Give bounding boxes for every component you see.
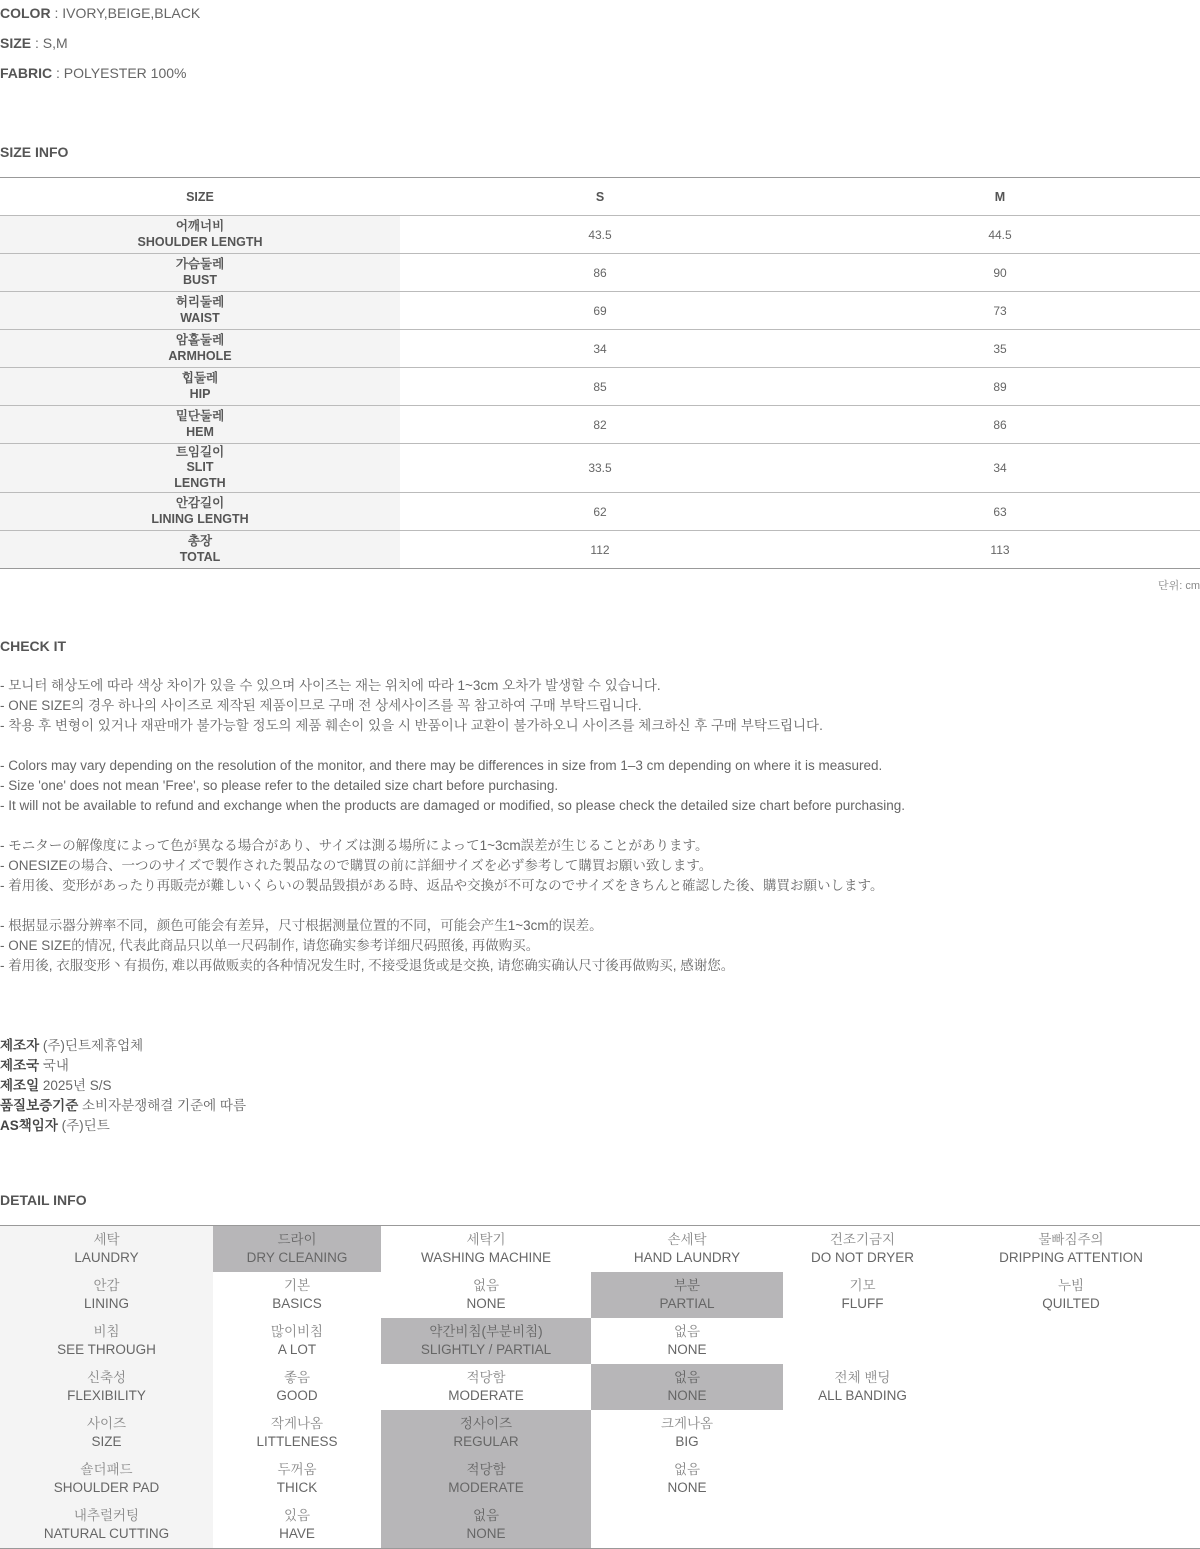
size-value-m: 34: [800, 444, 1200, 493]
detail-option-selected: [591, 1364, 783, 1410]
detail-option: [591, 1226, 783, 1273]
size-table: [0, 177, 1200, 569]
measurement-name-en: HIP: [189, 386, 211, 401]
check-it-line: - ONESIZEの場合、一つのサイズで製作された製品なので購買の前に詳細サイズを必ず参考して購買お願い致します。: [0, 858, 713, 873]
measurement-label: [0, 368, 400, 406]
detail-text-ko: 세탁: [93, 1232, 120, 1247]
detail-option: [591, 1410, 783, 1456]
measurement-name-en: SHOULDER LENGTH: [137, 234, 263, 249]
detail-text-ko: 정사이즈: [459, 1416, 513, 1431]
measurement-name-ko: 힙둘레: [181, 371, 219, 385]
spec-color: [0, 5, 200, 21]
measurement-name-en: LINING LENGTH: [151, 511, 249, 526]
detail-text-en: BASICS: [272, 1296, 322, 1311]
detail-text-en: QUILTED: [1042, 1296, 1100, 1311]
detail-option: [381, 1226, 591, 1273]
detail-text-en: LAUNDRY: [74, 1250, 139, 1265]
spec-value: : S,M: [31, 35, 68, 51]
detail-text-en: FLUFF: [841, 1296, 884, 1311]
detail-text-ko: 두꺼움: [277, 1462, 317, 1477]
detail-text-en: SHOULDER PAD: [53, 1480, 160, 1495]
manufacturer-value: 국내: [39, 1058, 69, 1073]
size-row: [0, 216, 1200, 254]
unit-note: 단위: cm: [1157, 580, 1200, 592]
detail-option: [783, 1456, 942, 1502]
detail-category: [0, 1502, 213, 1549]
detail-option: [213, 1410, 381, 1456]
detail-option: [942, 1226, 1200, 1273]
measurement-name-ko: 암홀둘레: [175, 333, 225, 347]
detail-text-en: REGULAR: [453, 1434, 519, 1449]
size-table-header: [0, 178, 1200, 216]
measurement-name-en: SLIT: [186, 460, 214, 475]
detail-text-en: NONE: [667, 1388, 707, 1403]
size-row: [0, 406, 1200, 444]
header-cell-m: M: [994, 189, 1006, 204]
size-value-m: 44.5: [800, 216, 1200, 254]
measurement-label: [0, 493, 400, 531]
detail-option-selected: [591, 1272, 783, 1318]
detail-option: [783, 1226, 942, 1273]
check-it-line: - 着用後, 衣服变形丶有损伤, 难以再做贩卖的各种情况发生时, 不接受退货或是交换, 请您确实确认尺寸後再做购买, 感谢您。: [0, 958, 735, 973]
detail-text-en: FLEXIBILITY: [67, 1388, 146, 1403]
measurement-label: [0, 330, 400, 368]
detail-option: [783, 1318, 942, 1364]
size-info-heading: SIZE INFO: [0, 144, 69, 160]
detail-text-ko: 기모: [849, 1278, 876, 1293]
spec-fabric: [0, 65, 186, 81]
detail-option: [942, 1410, 1200, 1456]
detail-text-en: HAND LAUNDRY: [633, 1250, 741, 1265]
detail-option: [942, 1318, 1200, 1364]
measurement-name-ko: 허리둘레: [175, 295, 225, 309]
measurement-name-en: LENGTH: [174, 475, 226, 490]
detail-text-en: NONE: [667, 1480, 707, 1495]
manufacturer-value: (주)딘트: [57, 1118, 110, 1133]
detail-table: [0, 1225, 1200, 1549]
check-it-line: - 착용 후 변형이 있거나 재판매가 불가능할 정도의 제품 훼손이 있을 시 반품이나 교환이 불가하오니 사이즈를 체크하신 후 구매 부탁드립니다.: [0, 718, 823, 733]
detail-text-en: NONE: [466, 1526, 506, 1541]
detail-category: [0, 1272, 213, 1318]
detail-option: [591, 1318, 783, 1364]
measurement-label: [0, 254, 400, 292]
spec-key: FABRIC: [0, 65, 53, 81]
size-row: [0, 531, 1200, 569]
size-value-m: 90: [800, 254, 1200, 292]
detail-text-en: WASHING MACHINE: [420, 1250, 551, 1265]
detail-text-ko: 안감: [93, 1278, 120, 1293]
detail-row: [0, 1318, 1200, 1364]
manufacturer-line: [0, 1056, 69, 1076]
detail-text-en: LINING: [83, 1296, 129, 1311]
check-it-line: - Colors may vary depending on the resolution of the monitor, and there may be differences in size from 1–3 cm depending on where it is measured.: [0, 758, 883, 773]
check-it-line: - ONE SIZE의 경우 하나의 사이즈로 제작된 제품이므로 구매 전 상세사이즈를 꼭 참고하여 구매 부탁드립니다.: [0, 698, 642, 713]
detail-option-selected: [381, 1410, 591, 1456]
detail-category: [0, 1318, 213, 1364]
detail-text-ko: 물빠짐주의: [1038, 1232, 1104, 1247]
measurement-label: [0, 406, 400, 444]
size-value-s: 62: [400, 493, 800, 531]
detail-info-heading: DETAIL INFO: [0, 1192, 87, 1208]
measurement-name-ko: 총장: [187, 534, 213, 548]
size-value-m: 73: [800, 292, 1200, 330]
manufacturer-key: 제조일: [0, 1078, 40, 1093]
detail-text-ko: 세탁기: [466, 1232, 506, 1247]
detail-text-en: SEE THROUGH: [57, 1342, 156, 1357]
size-row: [0, 292, 1200, 330]
detail-row: [0, 1364, 1200, 1410]
detail-option: [783, 1410, 942, 1456]
detail-option: [213, 1318, 381, 1364]
detail-text-ko: 작게나옴: [270, 1416, 324, 1431]
detail-text-en: BIG: [675, 1434, 699, 1449]
detail-text-en: NONE: [466, 1296, 506, 1311]
detail-text-en: SIZE: [91, 1434, 122, 1449]
manufacturer-key: 품질보증기준: [0, 1098, 79, 1113]
header-cell-s: S: [595, 189, 605, 204]
detail-option: [381, 1272, 591, 1318]
detail-text-ko: 좋음: [283, 1370, 311, 1385]
detail-row: [0, 1226, 1200, 1273]
size-value-m: 89: [800, 368, 1200, 406]
detail-option: [783, 1272, 942, 1318]
measurement-name-ko: 안감길이: [175, 496, 225, 510]
detail-option: [783, 1364, 942, 1410]
detail-option: [213, 1364, 381, 1410]
detail-text-ko: 누빔: [1057, 1278, 1085, 1293]
detail-option: [381, 1364, 591, 1410]
measurement-name-ko: 가슴둘레: [175, 257, 225, 271]
detail-text-ko: 내추럴커팅: [73, 1508, 140, 1523]
check-it-line: - 모니터 해상도에 따라 색상 차이가 있을 수 있으며 사이즈는 재는 위치에 따라 1~3cm 오차가 발생할 수 있습니다.: [0, 678, 661, 693]
measurement-name-ko: 트임길이: [175, 444, 225, 459]
detail-category: [0, 1364, 213, 1410]
detail-text-ko: 없음: [673, 1370, 701, 1385]
check-it-heading: CHECK IT: [0, 638, 67, 654]
detail-text-ko: 건조기금지: [829, 1232, 896, 1247]
detail-text-ko: 없음: [673, 1324, 701, 1339]
manufacturer-value: (주)딘트제휴업체: [39, 1038, 144, 1053]
detail-text-en: A LOT: [277, 1342, 317, 1357]
measurement-label: [0, 292, 400, 330]
detail-option: [942, 1364, 1200, 1410]
detail-text-en: MODERATE: [448, 1480, 524, 1495]
detail-text-ko: 많이비침: [270, 1324, 324, 1339]
size-value-s: 85: [400, 368, 800, 406]
detail-option: [591, 1456, 783, 1502]
check-it-line: - 根据显示器分辨率不同，颜色可能会有差异，尺寸根据测量位置的不同，可能会产生1~3cm的误差。: [0, 918, 603, 933]
size-row: [0, 330, 1200, 368]
size-value-m: 35: [800, 330, 1200, 368]
detail-text-en: NONE: [667, 1342, 707, 1357]
detail-row: [0, 1410, 1200, 1456]
size-value-s: 33.5: [400, 444, 800, 493]
manufacturer-line: [0, 1036, 143, 1056]
spec-value: : IVORY,BEIGE,BLACK: [50, 5, 201, 21]
detail-row: [0, 1502, 1200, 1549]
measurement-name-ko: 어깨너비: [175, 219, 225, 233]
measurement-name-en: HEM: [186, 424, 214, 439]
detail-text-ko: 신축성: [86, 1370, 127, 1385]
size-value-m: 63: [800, 493, 1200, 531]
detail-category: [0, 1226, 213, 1273]
check-it-line: - ONE SIZE的情况, 代表此商品只以单一尺码制作, 请您确实参考详细尺码照後, 再做购买。: [0, 938, 540, 953]
detail-text-en: MODERATE: [448, 1388, 524, 1403]
detail-option: [783, 1502, 942, 1549]
manufacturer-line: [0, 1076, 111, 1096]
size-value-s: 86: [400, 254, 800, 292]
spec-key: SIZE: [0, 35, 32, 51]
detail-text-ko: 크게나옴: [660, 1416, 714, 1431]
detail-option: [942, 1456, 1200, 1502]
detail-text-en: HAVE: [279, 1526, 315, 1541]
manufacturer-value: 소비자분쟁해결 기준에 따름: [78, 1098, 246, 1113]
detail-option: [213, 1502, 381, 1549]
check-it-line: - It will not be available to refund and exchange when the products are damaged or modified, so please check the detailed size chart before purchasing.: [0, 798, 906, 813]
detail-option: [213, 1272, 381, 1318]
size-row: [0, 254, 1200, 292]
detail-option-selected: [381, 1502, 591, 1549]
size-row: [0, 368, 1200, 406]
size-value-s: 69: [400, 292, 800, 330]
detail-text-ko: 손세탁: [667, 1232, 707, 1247]
detail-text-ko: 부분: [673, 1278, 701, 1293]
detail-text-ko: 약간비침(부분비침): [429, 1324, 543, 1339]
detail-text-ko: 사이즈: [86, 1416, 127, 1431]
size-value-m: 113: [800, 531, 1200, 569]
size-row: [0, 444, 1200, 493]
detail-option-selected: [213, 1226, 381, 1273]
detail-text-ko: 없음: [472, 1278, 500, 1293]
size-value-s: 43.5: [400, 216, 800, 254]
measurement-name-en: ARMHOLE: [168, 348, 232, 363]
detail-option-selected: [381, 1456, 591, 1502]
detail-option: [942, 1502, 1200, 1549]
size-value-s: 34: [400, 330, 800, 368]
detail-text-en: ALL BANDING: [818, 1388, 907, 1403]
detail-text-en: GOOD: [276, 1388, 318, 1403]
detail-text-en: SLIGHTLY / PARTIAL: [420, 1342, 552, 1357]
detail-text-ko: 드라이: [277, 1232, 317, 1247]
detail-text-ko: 적당함: [466, 1462, 506, 1477]
spec-key: COLOR: [0, 5, 51, 21]
size-row: [0, 493, 1200, 531]
size-value-s: 82: [400, 406, 800, 444]
manufacturer-key: 제조자: [0, 1038, 40, 1053]
detail-text-en: DRY CLEANING: [246, 1250, 348, 1265]
detail-text-ko: 비침: [93, 1324, 120, 1339]
detail-text-en: DO NOT DRYER: [810, 1250, 915, 1265]
detail-text-en: LITTLENESS: [256, 1434, 338, 1449]
detail-text-ko: 없음: [673, 1462, 701, 1477]
manufacturer-line: [0, 1096, 246, 1116]
detail-text-ko: 전체 밴딩: [834, 1370, 891, 1385]
detail-text-en: DRIPPING ATTENTION: [999, 1250, 1143, 1265]
detail-option: [591, 1502, 783, 1549]
manufacturer-key: 제조국: [0, 1058, 40, 1073]
detail-category: [0, 1410, 213, 1456]
manufacturer-line: [0, 1116, 110, 1136]
check-it-line: - モニターの解像度によって色が異なる場合があり、サイズは測る場所によって1~3cm誤差が生じることがあります。: [0, 838, 709, 853]
detail-text-ko: 기본: [283, 1278, 311, 1293]
measurement-name-en: TOTAL: [179, 549, 221, 564]
manufacturer-key: AS책임자: [0, 1118, 58, 1133]
detail-text-en: PARTIAL: [659, 1296, 715, 1311]
check-it-line: - 着用後、変形があったり再販売が難しいくらいの製品毀損がある時、返品や交換が不可なのでサイズをきちんと確認した後、購買お願いします。: [0, 878, 884, 893]
detail-option: [942, 1272, 1200, 1318]
detail-option-selected: [381, 1318, 591, 1364]
detail-option: [213, 1456, 381, 1502]
measurement-label: [0, 444, 400, 493]
detail-text-en: NATURAL CUTTING: [43, 1526, 170, 1541]
spec-size: [0, 35, 68, 51]
detail-text-ko: 없음: [472, 1508, 500, 1523]
measurement-name-ko: 밑단둘레: [175, 409, 225, 423]
check-it-line: - Size 'one' does not mean 'Free', so please refer to the detailed size chart before purchasing.: [0, 778, 559, 793]
measurement-name-en: WAIST: [180, 310, 220, 325]
detail-text-ko: 있음: [283, 1508, 311, 1523]
manufacturer-value: 2025년 S/S: [39, 1078, 112, 1093]
size-value-s: 112: [400, 531, 800, 569]
detail-row: [0, 1456, 1200, 1502]
detail-text-en: THICK: [276, 1480, 318, 1495]
spec-value: : POLYESTER 100%: [52, 65, 187, 81]
detail-row: [0, 1272, 1200, 1318]
header-cell-size: SIZE: [186, 189, 214, 204]
detail-category: [0, 1456, 213, 1502]
measurement-name-en: BUST: [182, 272, 218, 287]
size-value-m: 86: [800, 406, 1200, 444]
detail-text-ko: 숄더패드: [80, 1462, 133, 1477]
detail-text-ko: 적당함: [466, 1370, 506, 1385]
measurement-label: [0, 531, 400, 569]
measurement-label: [0, 216, 400, 254]
